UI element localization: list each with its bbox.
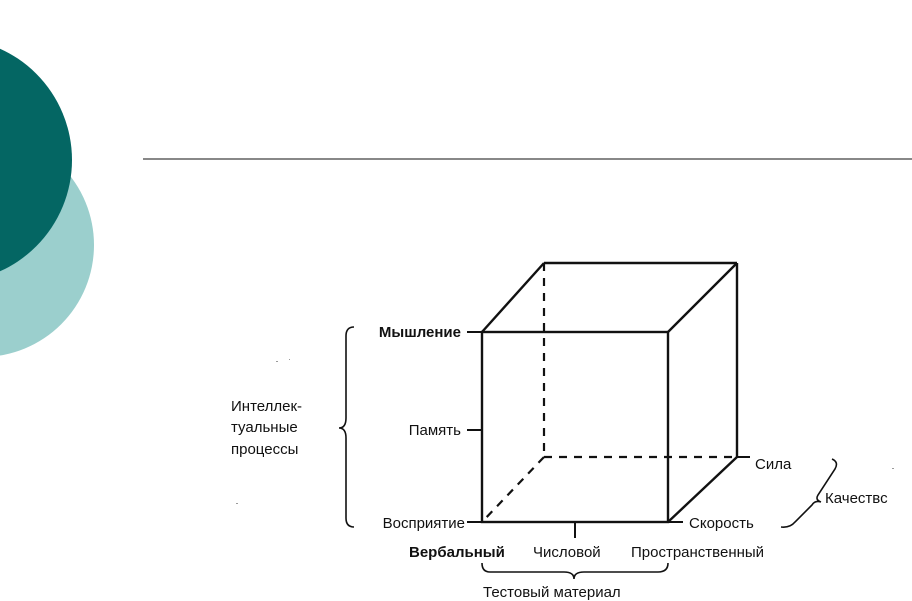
label-spatial: Пространственный [631,544,765,561]
label-speed: Скорость [689,515,754,532]
cube-hidden-depth-edge [482,457,544,522]
cube-tick-marks [467,332,750,538]
label-perception: Восприятие [382,515,465,532]
cube-top-left-edge [482,263,544,332]
processes-group-label-line-1: Интеллек- [231,398,303,415]
qualities-group-label: Качествс [825,490,888,507]
materials-group-label: Тестовый материал [483,584,621,601]
processes-group-label [231,398,306,458]
scan-speck [289,359,290,360]
label-power: Сила [755,456,792,473]
scan-speck [892,468,894,469]
label-numeric: Числовой [533,544,601,561]
scan-speck [276,361,278,362]
processes-brace [339,327,354,527]
cube-top-right-edge [668,263,737,332]
scan-specks [236,359,894,504]
scan-speck [236,503,238,504]
processes-group-label-line-3: процессы [231,441,299,458]
cube-bottom-right-edge [668,457,737,522]
label-memory: Память [408,422,461,439]
label-thinking: Мышление [378,324,461,341]
label-verbal: Вербальный [409,544,505,561]
materials-brace [482,563,668,579]
processes-group-label-line-2: туальные [231,419,298,436]
